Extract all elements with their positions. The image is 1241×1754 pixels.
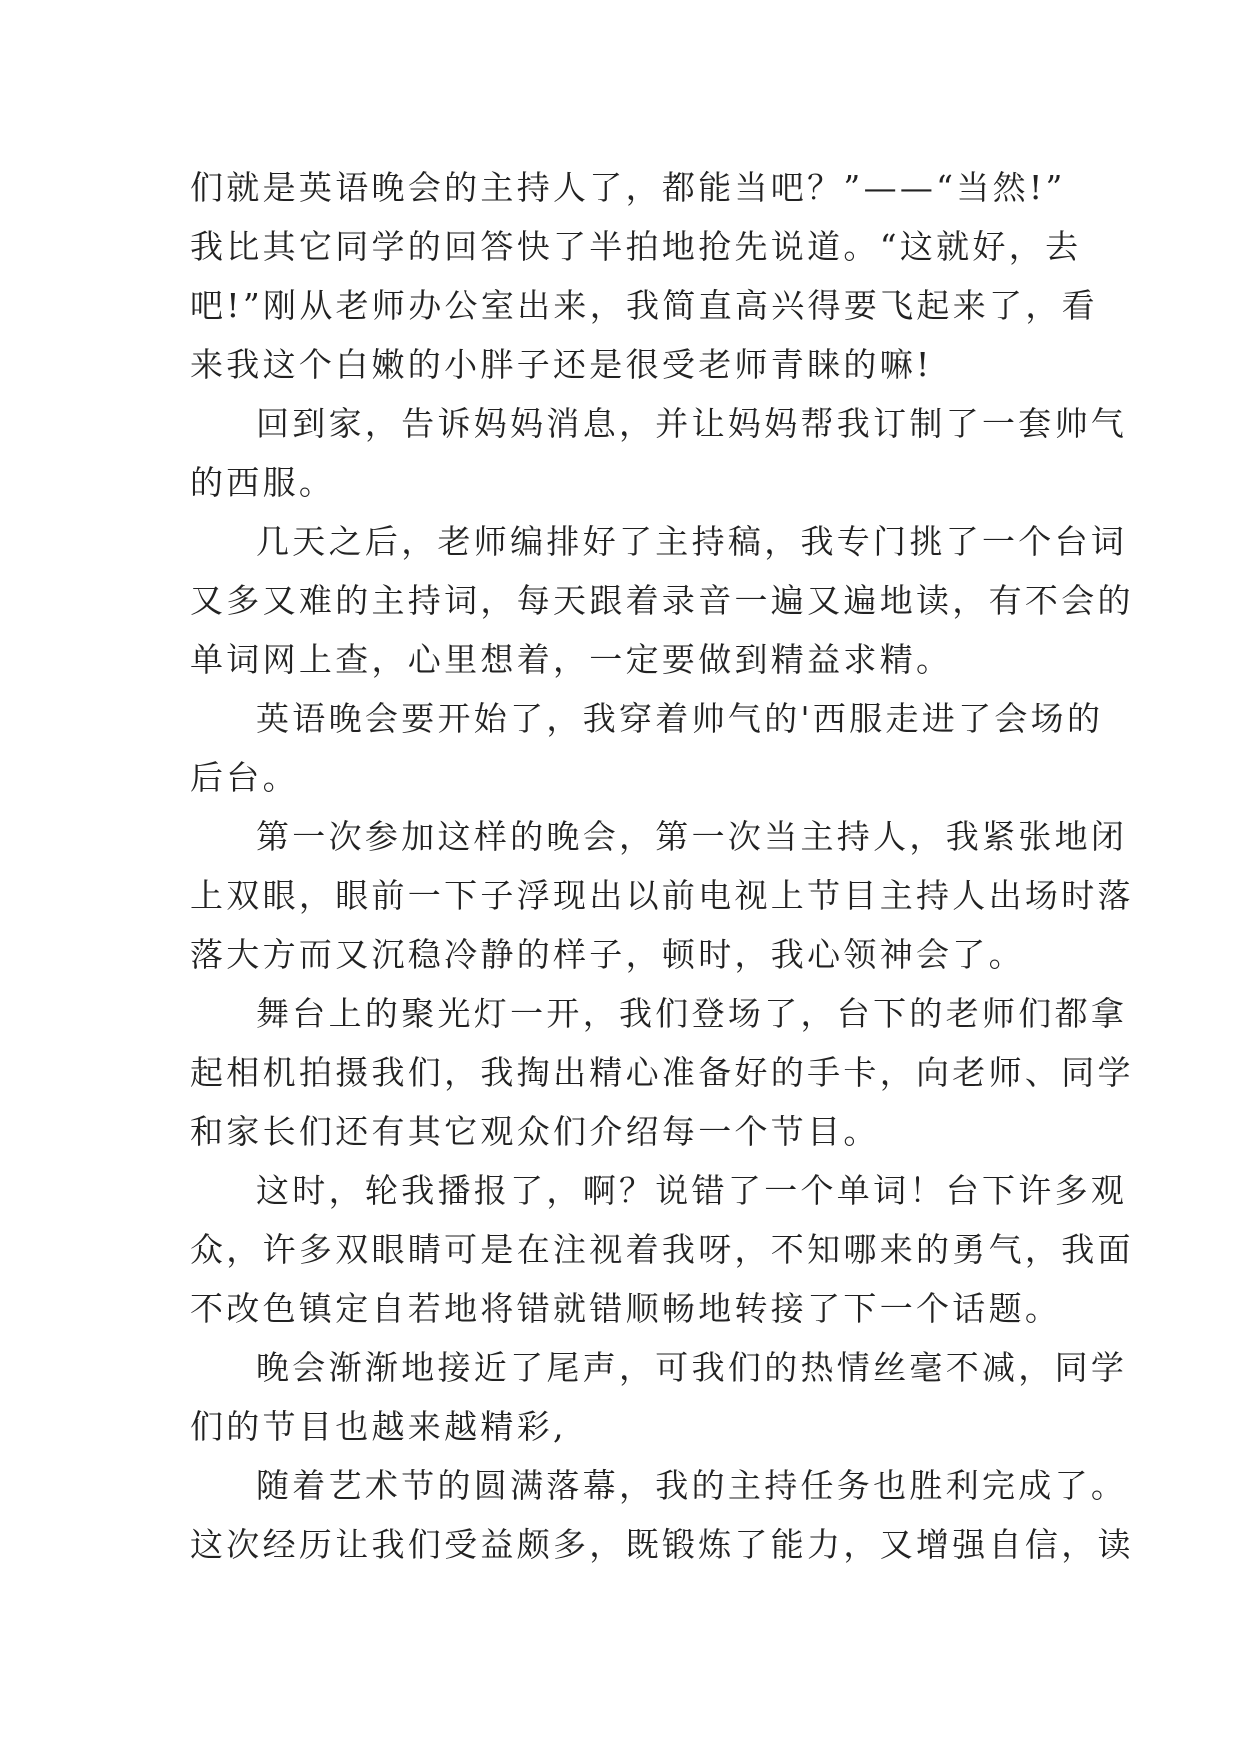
text-line: 们的节目也越来越精彩,	[190, 1407, 567, 1446]
text-line: 落大方而又沉稳冷静的样子，顿时，我心领神会了。	[190, 935, 1025, 974]
paragraph-first-line: 回到家，告诉妈妈消息，并让妈妈帮我订制了一套帅气	[256, 404, 1128, 443]
text-line: 这次经历让我们受益颇多，既锻炼了能力，又增强自信，读	[190, 1525, 1134, 1564]
paragraph-first-line: 舞台上的聚光灯一开，我们登场了，台下的老师们都拿	[256, 994, 1128, 1033]
text-line: 和家长们还有其它观众们介绍每一个节目。	[190, 1112, 880, 1151]
text-line: 我比其它同学的回答快了半拍地抢先说道。“这就好，去	[190, 227, 1082, 266]
paragraph-first-line: 晚会渐渐地接近了尾声，可我们的热情丝毫不减，同学	[256, 1348, 1128, 1387]
text-line: 众，许多双眼睛可是在注视着我呀，不知哪来的勇气，我面	[190, 1230, 1134, 1269]
text-line: 起相机拍摄我们，我掏出精心准备好的手卡，向老师、同学	[190, 1053, 1134, 1092]
paragraph-first-line: 英语晚会要开始了，我穿着帅气的'西服走进了会场的	[256, 699, 1104, 738]
text-line: 又多又难的主持词，每天跟着录音一遍又遍地读，有不会的	[190, 581, 1134, 620]
text-line: 单词网上查，心里想着，一定要做到精益求精。	[190, 640, 953, 679]
text-line: 上双眼，眼前一下子浮现出以前电视上节目主持人出场时落	[190, 876, 1134, 915]
paragraph-first-line: 随着艺术节的圆满落幕，我的主持任务也胜利完成了。	[256, 1466, 1128, 1505]
paragraph-first-line: 几天之后，老师编排好了主持稿，我专门挑了一个台词	[256, 522, 1128, 561]
text-line: 不改色镇定自若地将错就错顺畅地转接了下一个话题。	[190, 1289, 1062, 1328]
text-line: 吧!”刚从老师办公室出来，我简直高兴得要飞起来了，看	[190, 286, 1098, 325]
paragraph-first-line: 这时，轮我播报了，啊？说错了一个单词！台下许多观	[256, 1171, 1128, 1210]
text-line: 们就是英语晚会的主持人了，都能当吧？”——“当然!”	[190, 168, 1066, 207]
text-line: 来我这个白嫩的小胖子还是很受老师青睐的嘛!	[190, 345, 933, 384]
text-line: 的西服。	[190, 463, 336, 502]
document-body	[190, 158, 1134, 1574]
text-line: 后台。	[190, 758, 299, 797]
paragraph-first-line: 第一次参加这样的晚会，第一次当主持人，我紧张地闭	[256, 817, 1128, 856]
